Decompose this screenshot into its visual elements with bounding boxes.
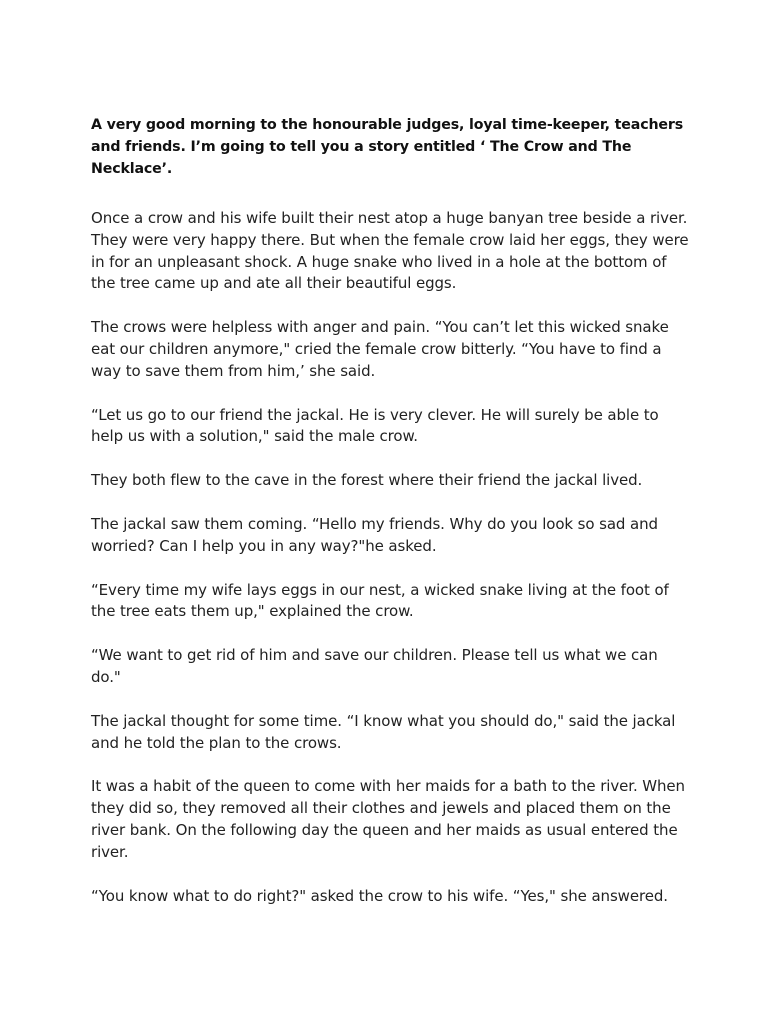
story-paragraph: The jackal thought for some time. “I know what you should do," said the jackal and he told the plan to the crows. [91, 711, 676, 752]
story-paragraph: It was a habit of the queen to come with her maids for a bath to the river. When they did so, they removed all their clothes and jewels and placed them on the river bank. On the following day the queen and her maids as usual entered the river. [91, 777, 685, 861]
story-paragraph: “We want to get rid of him and save our children. Please tell us what we can do." [91, 646, 658, 686]
story-paragraph: “Let us go to our friend the jackal. He is very clever. He will surely be able to help us with a solution," said the male crow. [91, 405, 659, 446]
document-body [91, 114, 691, 929]
story-paragraph: “You know what to do right?" asked the crow to his wife. “Yes," she answered. [91, 886, 668, 905]
intro-paragraph: A very good morning to the honourable judges, loyal time-keeper, teachers and friends. I’m going to tell you a story entitled ‘ The Crow and The Necklace’. [91, 117, 684, 177]
story-paragraph: The crows were helpless with anger and pain. “You can’t let this wicked snake eat our children anymore," cried the female crow bitterly. “You have to find a way to save them from him,’ she said. [91, 318, 669, 380]
story-paragraph: The jackal saw them coming. “Hello my friends. Why do you look so sad and worried? Can I help you in any way?"he asked. [91, 514, 658, 555]
story-paragraph: They both flew to the cave in the forest where their friend the jackal lived. [91, 471, 643, 490]
story-paragraph: Once a crow and his wife built their nest atop a huge banyan tree beside a river. They were very happy there. But when the female crow laid her eggs, they were in for an unpleasant shock. A huge snake who lived in a hole at the bottom of the tree came up and ate all their beautiful eggs. [91, 209, 689, 293]
story-paragraph: “Every time my wife lays eggs in our nest, a wicked snake living at the foot of the tree eats them up," explained the crow. [91, 580, 669, 621]
